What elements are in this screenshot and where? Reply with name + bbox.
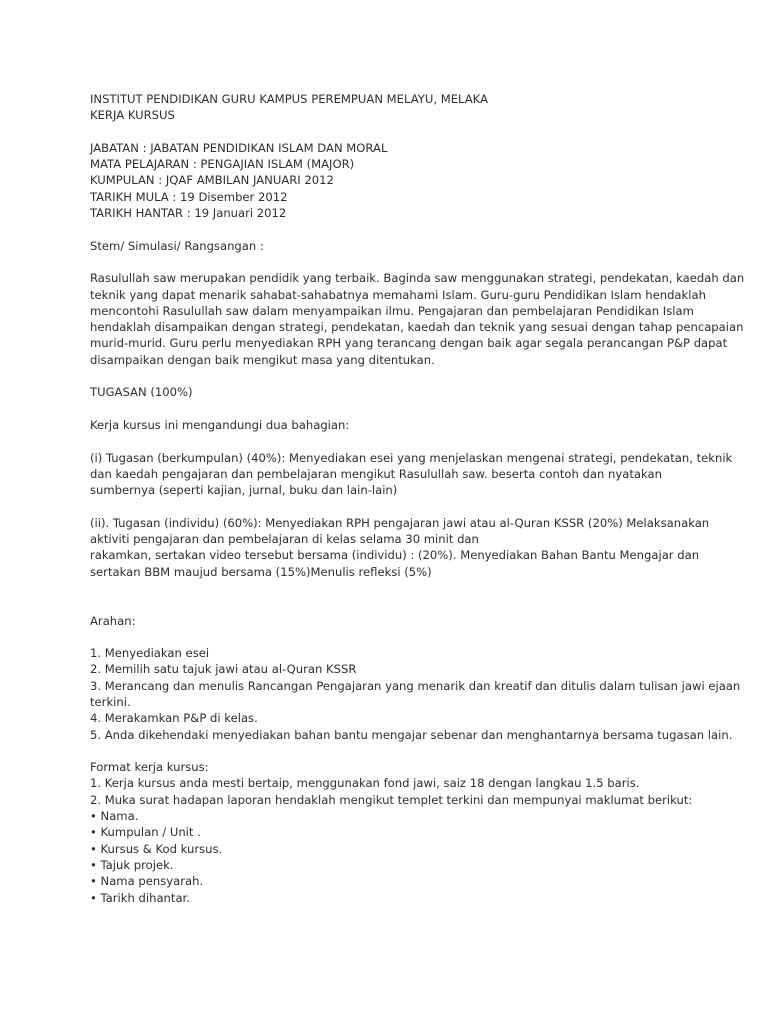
format-bullet: • Kursus & Kod kursus. <box>90 841 223 856</box>
stem-text-line: mencontohi Rasulullah saw dalam menyampaikan ilmu. Pengajaran dan pembelajaran Pendidikan Islam <box>90 303 694 318</box>
stem-heading: Stem/ Simulasi/ Rangsangan : <box>90 238 264 253</box>
tugasan-part2-line: rakamkan, sertakan video tersebut bersama (individu) : (20%). Menyediakan Bahan Bantu Mengajar dan <box>90 548 700 563</box>
tugasan-part2-line: sertakan BBM maujud bersama (15%)Menulis refleksi (5%) <box>90 564 432 579</box>
tugasan-intro: Kerja kursus ini mengandungi dua bahagian: <box>90 417 350 432</box>
kumpulan-line: KUMPULAN : JQAF AMBILAN JANUARI 2012 <box>90 173 334 188</box>
format-bullet: • Kumpulan / Unit . <box>90 825 201 840</box>
arahan-item: 2. Memilih satu tajuk jawi atau al-Quran KSSR <box>90 662 357 677</box>
mata-pelajaran-line: MATA PELAJARAN : PENGAJIAN ISLAM (MAJOR) <box>90 157 355 172</box>
arahan-item: 4. Merakamkan P&P di kelas. <box>90 711 258 726</box>
arahan-item: terkini. <box>90 694 131 709</box>
stem-text-line: murid-murid. Guru perlu menyediakan RPH yang terancang dengan baik agar segala perancangan P&P dapat <box>90 336 728 351</box>
document-type: KERJA KURSUS <box>90 108 175 123</box>
format-heading: Format kerja kursus: <box>90 760 209 775</box>
tugasan-part2-line: (ii). Tugasan (individu) (60%): Menyediakan RPH pengajaran jawi atau al-Quran KSSR (20%) Melaksanakan <box>90 515 710 530</box>
format-bullet: • Nama. <box>90 809 139 824</box>
jabatan-line: JABATAN : JABATAN PENDIDIKAN ISLAM DAN MORAL <box>90 140 388 155</box>
arahan-heading: Arahan: <box>90 613 136 628</box>
arahan-item: 1. Menyediakan esei <box>90 646 210 661</box>
tugasan-part1-line: sumbernya (seperti kajian, jurnal, buku dan lain-lain) <box>90 483 398 498</box>
format-bullet: • Tajuk projek. <box>90 857 174 872</box>
tarikh-hantar-line: TARIKH HANTAR : 19 Januari 2012 <box>90 206 287 221</box>
tugasan-part1-line: dan kaedah pengajaran dan pembelajaran mengikut Rasulullah saw. beserta contoh dan nyatakan <box>90 466 662 481</box>
stem-text-line: hendaklah disampaikan dengan strategi, pendekatan, kaedah dan teknik yang sesuai dengan tahap pencapaian <box>90 320 744 335</box>
stem-text-line: disampaikan dengan baik mengikut masa yang ditentukan. <box>90 352 435 367</box>
format-item: 1. Kerja kursus anda mesti bertaip, menggunakan fond jawi, saiz 18 dengan langkau 1.5 baris. <box>90 776 640 791</box>
arahan-item: 3. Merancang dan menulis Rancangan Pengajaran yang menarik dan kreatif dan ditulis dalam tulisan jawi ejaan <box>90 678 741 693</box>
format-bullet: • Nama pensyarah. <box>90 874 204 889</box>
tugasan-part2-line: aktiviti pengajaran dan pembelajaran di kelas selama 30 minit dan <box>90 532 479 547</box>
tugasan-part1-line: (i) Tugasan (berkumpulan) (40%): Menyediakan esei yang menjelaskan mengenai strategi, pendekatan, teknik <box>90 450 733 465</box>
format-bullet: • Tarikh dihantar. <box>90 890 190 905</box>
institute-title: INSTITUT PENDIDIKAN GURU KAMPUS PEREMPUAN MELAYU, MELAKA <box>90 92 489 106</box>
format-item: 2. Muka surat hadapan laporan hendaklah mengikut templet terkini dan mempunyai maklumat berikut: <box>90 792 693 807</box>
tarikh-mula-line: TARIKH MULA : 19 Disember 2012 <box>90 189 288 204</box>
arahan-item: 5. Anda dikehendaki menyediakan bahan bantu mengajar sebenar dan menghantarnya bersama tugasan lain. <box>90 727 733 742</box>
document-page <box>90 91 745 906</box>
tugasan-heading: TUGASAN (100%) <box>90 385 193 400</box>
stem-text-line: teknik yang dapat menarik sahabat-sahabatnya memahami Islam. Guru-guru Pendidikan Islam hendaklah <box>90 287 706 302</box>
stem-text-line: Rasulullah saw merupakan pendidik yang terbaik. Baginda saw menggunakan strategi, pendekatan, kaedah dan <box>90 271 745 286</box>
